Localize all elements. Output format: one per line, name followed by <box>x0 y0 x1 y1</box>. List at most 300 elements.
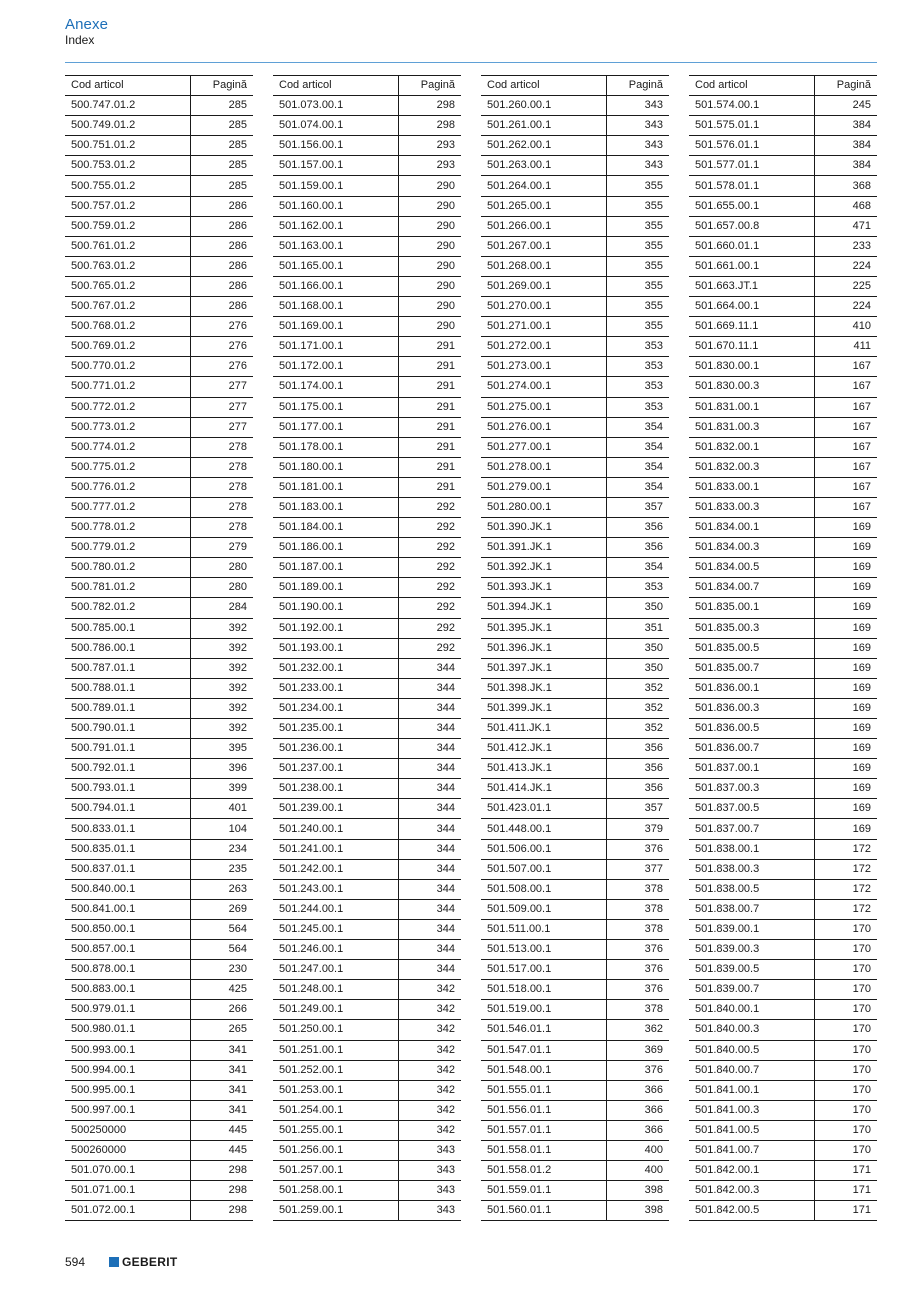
article-code: 501.557.01.1 <box>481 1120 606 1140</box>
table-row <box>65 940 253 960</box>
table-row <box>481 1020 669 1040</box>
table-row <box>65 518 253 538</box>
table-row <box>65 558 253 578</box>
article-code: 500.770.01.2 <box>65 357 190 377</box>
article-code: 501.239.00.1 <box>273 799 398 819</box>
page-reference: 355 <box>606 256 669 276</box>
table-row <box>65 196 253 216</box>
article-code: 501.834.00.1 <box>689 518 814 538</box>
article-code: 501.393.JK.1 <box>481 578 606 598</box>
article-code: 500.794.01.1 <box>65 799 190 819</box>
table-row <box>689 216 877 236</box>
section-subtitle: Index <box>65 33 95 47</box>
page-reference: 169 <box>814 678 877 698</box>
article-code: 501.391.JK.1 <box>481 538 606 558</box>
article-code: 501.838.00.5 <box>689 879 814 899</box>
index-table <box>65 75 253 1221</box>
table-row <box>273 457 461 477</box>
table-row <box>273 397 461 417</box>
page-header <box>65 16 108 47</box>
page-reference: 170 <box>814 1140 877 1160</box>
table-row <box>481 1140 669 1160</box>
article-code: 500.774.01.2 <box>65 437 190 457</box>
page-reference: 292 <box>398 497 461 517</box>
page-reference: 344 <box>398 899 461 919</box>
table-row <box>481 417 669 437</box>
page-reference: 355 <box>606 276 669 296</box>
article-code: 501.269.00.1 <box>481 276 606 296</box>
table-row <box>481 377 669 397</box>
table-row <box>273 1040 461 1060</box>
page-number: 594 <box>65 1255 86 1269</box>
article-code: 500.857.00.1 <box>65 940 190 960</box>
page-reference: 291 <box>398 457 461 477</box>
article-code: 501.171.00.1 <box>273 337 398 357</box>
page-reference: 376 <box>606 940 669 960</box>
table-row <box>689 759 877 779</box>
article-code: 501.190.00.1 <box>273 598 398 618</box>
table-row <box>65 136 253 156</box>
table-row <box>273 216 461 236</box>
page-reference: 356 <box>606 739 669 759</box>
table-row <box>273 1100 461 1120</box>
article-code: 501.395.JK.1 <box>481 618 606 638</box>
page-reference: 286 <box>190 236 253 256</box>
article-code: 501.263.00.1 <box>481 156 606 176</box>
page-reference: 171 <box>814 1181 877 1201</box>
article-code: 500.980.01.1 <box>65 1020 190 1040</box>
article-code: 500.785.00.1 <box>65 618 190 638</box>
page-reference: 344 <box>398 940 461 960</box>
article-code: 501.448.00.1 <box>481 819 606 839</box>
table-row <box>273 678 461 698</box>
article-code: 501.837.00.3 <box>689 779 814 799</box>
article-code: 500.791.01.1 <box>65 739 190 759</box>
page-reference: 169 <box>814 759 877 779</box>
table-row <box>689 719 877 739</box>
page-reference: 378 <box>606 1000 669 1020</box>
page-reference: 344 <box>398 658 461 678</box>
table-row <box>65 1060 253 1080</box>
page-reference: 285 <box>190 136 253 156</box>
article-code: 501.841.00.5 <box>689 1120 814 1140</box>
table-row <box>65 899 253 919</box>
article-code: 501.260.00.1 <box>481 96 606 116</box>
article-code: 501.242.00.1 <box>273 859 398 879</box>
page-footer <box>65 1255 177 1269</box>
table-row <box>65 1020 253 1040</box>
table-row <box>689 538 877 558</box>
page-reference: 263 <box>190 879 253 899</box>
article-code: 501.423.01.1 <box>481 799 606 819</box>
article-code: 501.277.00.1 <box>481 437 606 457</box>
table-row <box>65 236 253 256</box>
table-row <box>65 960 253 980</box>
table-row <box>689 337 877 357</box>
article-code: 501.840.00.5 <box>689 1040 814 1060</box>
article-code: 501.509.00.1 <box>481 899 606 919</box>
page-reference: 278 <box>190 477 253 497</box>
page-reference: 291 <box>398 337 461 357</box>
page-reference: 356 <box>606 779 669 799</box>
table-row <box>689 1161 877 1181</box>
page-reference: 401 <box>190 799 253 819</box>
article-code: 500.780.01.2 <box>65 558 190 578</box>
article-code: 501.506.00.1 <box>481 839 606 859</box>
table-row <box>65 337 253 357</box>
table-row <box>273 779 461 799</box>
article-code: 501.838.00.3 <box>689 859 814 879</box>
page-reference: 411 <box>814 337 877 357</box>
page-reference: 233 <box>814 236 877 256</box>
table-row <box>273 658 461 678</box>
article-code: 501.253.00.1 <box>273 1080 398 1100</box>
table-row <box>689 1080 877 1100</box>
table-row <box>689 638 877 658</box>
article-code: 501.258.00.1 <box>273 1181 398 1201</box>
page-reference: 298 <box>190 1201 253 1221</box>
table-row <box>273 719 461 739</box>
page-reference: 291 <box>398 397 461 417</box>
table-row <box>689 779 877 799</box>
table-row <box>65 317 253 337</box>
page-reference: 265 <box>190 1020 253 1040</box>
page-reference: 356 <box>606 759 669 779</box>
table-row <box>689 698 877 718</box>
page-reference: 398 <box>606 1181 669 1201</box>
article-code: 501.265.00.1 <box>481 196 606 216</box>
article-code: 501.664.00.1 <box>689 297 814 317</box>
page-reference: 342 <box>398 1080 461 1100</box>
article-code: 501.184.00.1 <box>273 518 398 538</box>
section-title: Anexe <box>65 16 109 33</box>
page-reference: 400 <box>606 1140 669 1160</box>
table-row <box>689 739 877 759</box>
table-row <box>689 136 877 156</box>
article-code: 500.790.01.1 <box>65 719 190 739</box>
page-reference: 293 <box>398 136 461 156</box>
article-code: 501.180.00.1 <box>273 457 398 477</box>
article-code: 501.236.00.1 <box>273 739 398 759</box>
article-code: 501.256.00.1 <box>273 1140 398 1160</box>
page-reference: 170 <box>814 960 877 980</box>
index-column-4 <box>689 75 877 1221</box>
article-code: 501.187.00.1 <box>273 558 398 578</box>
article-code: 501.836.00.1 <box>689 678 814 698</box>
page-reference: 355 <box>606 176 669 196</box>
article-code: 501.835.00.7 <box>689 658 814 678</box>
table-row <box>273 156 461 176</box>
article-code: 501.837.00.5 <box>689 799 814 819</box>
article-code: 500.778.01.2 <box>65 518 190 538</box>
page-reference: 170 <box>814 1100 877 1120</box>
article-code: 501.244.00.1 <box>273 899 398 919</box>
article-code: 500.749.01.2 <box>65 116 190 136</box>
article-code: 500.789.01.1 <box>65 698 190 718</box>
table-row <box>273 236 461 256</box>
page-reference: 445 <box>190 1120 253 1140</box>
table-row <box>481 960 669 980</box>
article-code: 501.159.00.1 <box>273 176 398 196</box>
article-code: 501.413.JK.1 <box>481 759 606 779</box>
article-code: 501.839.00.7 <box>689 980 814 1000</box>
table-row <box>481 819 669 839</box>
table-row <box>65 377 253 397</box>
page-reference: 291 <box>398 437 461 457</box>
table-header-row <box>481 76 669 96</box>
page-reference: 269 <box>190 899 253 919</box>
table-row <box>65 1080 253 1100</box>
article-code: 501.266.00.1 <box>481 216 606 236</box>
page-reference: 169 <box>814 578 877 598</box>
page-reference: 341 <box>190 1080 253 1100</box>
article-code: 500.786.00.1 <box>65 638 190 658</box>
table-row <box>65 1040 253 1060</box>
article-code: 501.830.00.3 <box>689 377 814 397</box>
table-row <box>65 437 253 457</box>
page-reference: 564 <box>190 919 253 939</box>
table-row <box>273 859 461 879</box>
article-code: 501.840.00.1 <box>689 1000 814 1020</box>
table-row <box>65 1161 253 1181</box>
article-code: 501.399.JK.1 <box>481 698 606 718</box>
article-code: 501.237.00.1 <box>273 759 398 779</box>
page-reference: 169 <box>814 538 877 558</box>
page-reference: 292 <box>398 558 461 578</box>
table-row <box>481 477 669 497</box>
page-reference: 398 <box>606 1201 669 1221</box>
article-code: 501.279.00.1 <box>481 477 606 497</box>
article-code: 500.763.01.2 <box>65 256 190 276</box>
table-row <box>65 980 253 1000</box>
article-code: 501.556.01.1 <box>481 1100 606 1120</box>
page-reference: 343 <box>606 136 669 156</box>
article-code: 500.833.01.1 <box>65 819 190 839</box>
page-reference: 392 <box>190 678 253 698</box>
table-row <box>689 176 877 196</box>
table-row <box>273 1120 461 1140</box>
article-code: 500.777.01.2 <box>65 497 190 517</box>
table-row <box>689 196 877 216</box>
article-code: 501.238.00.1 <box>273 779 398 799</box>
article-code: 500.755.01.2 <box>65 176 190 196</box>
column-header-page: Pagină <box>398 76 461 96</box>
table-row <box>481 980 669 1000</box>
article-code: 501.160.00.1 <box>273 196 398 216</box>
table-row <box>65 1100 253 1120</box>
article-code: 501.163.00.1 <box>273 236 398 256</box>
table-row <box>481 1000 669 1020</box>
index-table <box>273 75 461 1221</box>
article-code: 501.248.00.1 <box>273 980 398 1000</box>
article-code: 501.836.00.5 <box>689 719 814 739</box>
column-header-code: Cod articol <box>273 76 398 96</box>
page-reference: 425 <box>190 980 253 1000</box>
page-reference: 354 <box>606 558 669 578</box>
article-code: 501.669.11.1 <box>689 317 814 337</box>
page-reference: 342 <box>398 1120 461 1140</box>
article-code: 501.670.11.1 <box>689 337 814 357</box>
article-code: 500.979.01.1 <box>65 1000 190 1020</box>
table-row <box>65 497 253 517</box>
article-code: 501.280.00.1 <box>481 497 606 517</box>
table-row <box>65 176 253 196</box>
table-row <box>481 919 669 939</box>
table-row <box>689 417 877 437</box>
article-code: 501.842.00.3 <box>689 1181 814 1201</box>
table-row <box>65 216 253 236</box>
page-reference: 167 <box>814 497 877 517</box>
article-code: 501.507.00.1 <box>481 859 606 879</box>
page-reference: 342 <box>398 1020 461 1040</box>
page-reference: 230 <box>190 960 253 980</box>
table-row <box>273 417 461 437</box>
column-header-page: Pagină <box>606 76 669 96</box>
article-code: 501.832.00.1 <box>689 437 814 457</box>
page-reference: 292 <box>398 598 461 618</box>
article-code: 501.574.00.1 <box>689 96 814 116</box>
page-reference: 286 <box>190 256 253 276</box>
article-code: 501.519.00.1 <box>481 1000 606 1020</box>
article-code: 501.251.00.1 <box>273 1040 398 1060</box>
page-reference: 298 <box>398 96 461 116</box>
table-row <box>273 739 461 759</box>
table-row <box>481 96 669 116</box>
article-code: 501.174.00.1 <box>273 377 398 397</box>
table-row <box>689 1060 877 1080</box>
table-row <box>273 759 461 779</box>
page-reference: 354 <box>606 417 669 437</box>
table-row <box>273 477 461 497</box>
page-reference: 354 <box>606 437 669 457</box>
page-reference: 291 <box>398 357 461 377</box>
table-row <box>65 919 253 939</box>
page-reference: 366 <box>606 1100 669 1120</box>
table-row <box>481 297 669 317</box>
page-reference: 350 <box>606 658 669 678</box>
article-code: 501.559.01.1 <box>481 1181 606 1201</box>
page-reference: 290 <box>398 317 461 337</box>
article-code: 501.839.00.5 <box>689 960 814 980</box>
table-row <box>273 136 461 156</box>
article-code: 501.275.00.1 <box>481 397 606 417</box>
page-reference: 280 <box>190 578 253 598</box>
page-reference: 169 <box>814 779 877 799</box>
brand-logo: GEBERIT <box>122 1255 178 1269</box>
article-code: 501.241.00.1 <box>273 839 398 859</box>
geberit-logo-square-icon <box>109 1257 119 1267</box>
table-row <box>689 658 877 678</box>
page-reference: 392 <box>190 658 253 678</box>
table-row <box>481 1120 669 1140</box>
article-code: 500.840.00.1 <box>65 879 190 899</box>
table-row <box>481 1040 669 1060</box>
table-row <box>689 1181 877 1201</box>
table-row <box>481 337 669 357</box>
article-code: 500.767.01.2 <box>65 297 190 317</box>
table-row <box>65 658 253 678</box>
table-row <box>65 739 253 759</box>
table-row <box>689 276 877 296</box>
page-reference: 292 <box>398 618 461 638</box>
article-code: 500.781.01.2 <box>65 578 190 598</box>
article-code: 501.661.00.1 <box>689 256 814 276</box>
page-reference: 278 <box>190 437 253 457</box>
article-code: 501.397.JK.1 <box>481 658 606 678</box>
article-code: 501.831.00.1 <box>689 397 814 417</box>
page-reference: 290 <box>398 216 461 236</box>
page-reference: 564 <box>190 940 253 960</box>
article-code: 501.177.00.1 <box>273 417 398 437</box>
article-code: 501.254.00.1 <box>273 1100 398 1120</box>
page-reference: 277 <box>190 377 253 397</box>
page-reference: 167 <box>814 377 877 397</box>
page-reference: 353 <box>606 337 669 357</box>
article-code: 501.270.00.1 <box>481 297 606 317</box>
page-reference: 355 <box>606 216 669 236</box>
table-row <box>273 919 461 939</box>
article-code: 501.835.00.5 <box>689 638 814 658</box>
table-row <box>481 859 669 879</box>
table-row <box>481 236 669 256</box>
article-code: 501.243.00.1 <box>273 879 398 899</box>
article-code: 501.186.00.1 <box>273 538 398 558</box>
table-row <box>481 1100 669 1120</box>
page-reference: 355 <box>606 236 669 256</box>
table-row <box>273 1161 461 1181</box>
page-reference: 291 <box>398 417 461 437</box>
page-reference: 286 <box>190 196 253 216</box>
table-row <box>689 477 877 497</box>
table-row <box>65 1120 253 1140</box>
page-reference: 344 <box>398 859 461 879</box>
article-code: 500.779.01.2 <box>65 538 190 558</box>
article-code: 501.839.00.1 <box>689 919 814 939</box>
page-reference: 343 <box>398 1161 461 1181</box>
page-reference: 356 <box>606 518 669 538</box>
table-row <box>689 980 877 1000</box>
article-code: 501.841.00.1 <box>689 1080 814 1100</box>
table-row <box>65 276 253 296</box>
page-reference: 286 <box>190 216 253 236</box>
page-reference: 343 <box>398 1181 461 1201</box>
article-code: 501.172.00.1 <box>273 357 398 377</box>
article-code: 501.233.00.1 <box>273 678 398 698</box>
article-code: 501.834.00.7 <box>689 578 814 598</box>
table-row <box>689 1100 877 1120</box>
table-row <box>481 1060 669 1080</box>
article-code: 501.168.00.1 <box>273 297 398 317</box>
table-row <box>481 899 669 919</box>
table-row <box>689 618 877 638</box>
page-reference: 343 <box>398 1201 461 1221</box>
page-reference: 384 <box>814 136 877 156</box>
page-reference: 245 <box>814 96 877 116</box>
article-code: 501.508.00.1 <box>481 879 606 899</box>
column-header-code: Cod articol <box>481 76 606 96</box>
page-reference: 172 <box>814 839 877 859</box>
article-code: 501.842.00.5 <box>689 1201 814 1221</box>
page-reference: 171 <box>814 1161 877 1181</box>
table-row <box>481 698 669 718</box>
article-code: 501.276.00.1 <box>481 417 606 437</box>
page-reference: 353 <box>606 357 669 377</box>
table-row <box>689 940 877 960</box>
page-reference: 169 <box>814 819 877 839</box>
page-reference: 353 <box>606 397 669 417</box>
article-code: 501.398.JK.1 <box>481 678 606 698</box>
article-code: 501.271.00.1 <box>481 317 606 337</box>
